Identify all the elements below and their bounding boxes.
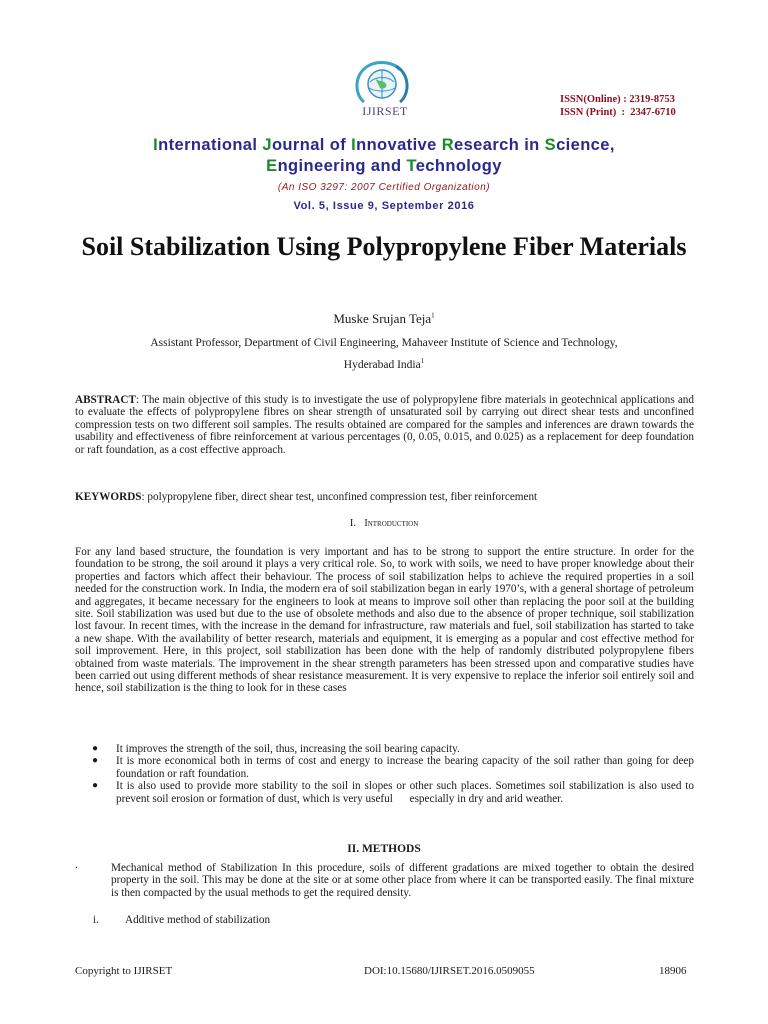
title-initial: E — [266, 157, 278, 175]
list-item — [90, 780, 697, 805]
issn-online: ISSN(Online) : 2319-8753 — [560, 94, 675, 105]
keywords-label: KEYWORDS — [75, 491, 142, 503]
subsection-number: i. — [93, 914, 99, 926]
title-initial: R — [441, 136, 455, 154]
methods-paragraph: Mechanical method of Stabilization In this procedure, soils of different gradations are mixed together to obtain the desired property in the soil. This may be done at the site or at some other place from where it can be transported easily. The final mixture is then compacted by the usual methods to get the required density. — [111, 862, 694, 899]
journal-title-line2: Engineering and Technology — [266, 157, 502, 175]
bullet-icon: ● — [91, 743, 99, 754]
affiliation-sup: 1 — [420, 357, 425, 365]
bullet-text: It is more economical both in terms of cost and energy to increase the bearing capacity of the soil rather than going for deep foundation or raft foundation. — [116, 755, 694, 780]
bullet-text: It improves the strength of the soil, thus, increasing the soil bearing capacity. — [116, 743, 460, 755]
bullet-text: It is also used to provide more stability to the soil in slopes or other such places. Sometimes soil stabilization is also used to prevent soil erosion or formation of dust, which is very useful especially in dry and arid weather. — [116, 780, 697, 805]
subsection-title: Additive method of stabilization — [125, 914, 271, 926]
abstract-text: : The main objective of this study is to investigate the use of polypropylene fibre materials in geotechnical applications and to evaluate the effects of polypropylene fibres on shear strength of unsaturated soil by carrying out direct shear tests and unconfined compression tests on two different soil samples. The results obtained are compared for the samples and inferences are drawn towards the usability and effectiveness of fibre reinforcement at various percentages (0, 0.05, 0.015, and 0.025) as a replacement for deep foundation or raft foundation, as a cost effective approach. — [75, 394, 694, 456]
volume-issue: Vol. 5, Issue 9, September 2016 — [293, 200, 475, 212]
affiliation-city: Hyderabad India — [343, 358, 421, 371]
methods-dot: . — [75, 859, 78, 871]
list-item — [90, 743, 694, 755]
abstract-label: ABSTRACT — [75, 394, 136, 406]
footer-copyright: Copyright to IJIRSET — [75, 965, 173, 977]
introduction-heading — [60, 517, 708, 529]
keywords — [75, 491, 694, 503]
affiliation-line1: Assistant Professor, Department of Civil Engineering, Mahaveer Institute of Science and Technology, — [150, 337, 618, 349]
introduction-bullets — [90, 743, 697, 805]
issn-print: ISSN (Print) : 2347-6710 — [560, 107, 676, 118]
title-initial: I — [351, 136, 357, 154]
footer-page-number: 18906 — [659, 965, 687, 977]
title-initial: T — [406, 157, 416, 175]
journal-title-line1: International Journal of Innovative Research in Science, — [153, 136, 615, 154]
author-name: Muske Srujan Teja — [333, 311, 432, 326]
footer-doi: DOI:10.15680/IJIRSET.2016.0509055 — [364, 965, 535, 977]
list-item — [90, 755, 694, 780]
section-number: I. — [349, 517, 357, 529]
introduction-paragraph: For any land based structure, the foundation is very important and has to be strong to support the entire structure. In order for the foundation to be strong, the soil around it plays a very critical role. So, to work with soils, we need to have proper knowledge about their properties and factors which affect their behaviour. The process of soil stabilization helps to achieve the required properties in a soil needed for the construction work. In India, the modern era of soil stabilization began in early 1970’s, with a general shortage of petroleum and aggregates, it became necessary for the engineers to look at means to improve soil other than replacing the poor soil at the building site. Soil stabilization was used but due to the use of obsolete methods and also due to the absence of proper technique, soil stabilization lost favour. In recent times, with the increase in the demand for infrastructure, raw materials and fuel, soil stabilization has started to take a new shape. With the availability of better research, materials and equipment, it is emerging as a popular and cost effective method for soil improvement. Here, in this project, soil stabilization has been done with the help of randomly distributed polypropylene fibers obtained from waste materials. The improvement in the shear strength parameters has been stressed upon and comparative studies have been carried out using different methods of shear resistance measurement. It is very expensive to replace the inferior soil entirely soil and hence, soil stabilization is the thing to look for in these cases — [75, 546, 694, 695]
affiliation-line2 — [60, 352, 708, 374]
bullet-icon: ● — [91, 755, 99, 767]
iso-note: (An ISO 3297: 2007 Certified Organization) — [277, 182, 491, 193]
keywords-text: : polypropylene fiber, direct shear test, unconfined compression test, fiber reinforcement — [141, 491, 538, 503]
journal-title — [60, 135, 708, 177]
bullet-icon: ● — [91, 780, 99, 792]
affiliation — [60, 334, 708, 374]
title-initial: I — [153, 136, 159, 154]
title-initial: J — [262, 136, 272, 154]
issn-block — [560, 93, 676, 119]
author — [60, 311, 708, 327]
abstract — [75, 394, 694, 456]
section-title: Introduction — [364, 518, 419, 529]
author-sup: 1 — [431, 311, 435, 320]
title-initial: S — [544, 136, 557, 154]
logo-text: IJIRSET — [362, 104, 408, 118]
paper-title: Soil Stabilization Using Polypropylene Fiber Materials — [81, 232, 687, 261]
methods-heading: II. METHODS — [347, 843, 421, 855]
